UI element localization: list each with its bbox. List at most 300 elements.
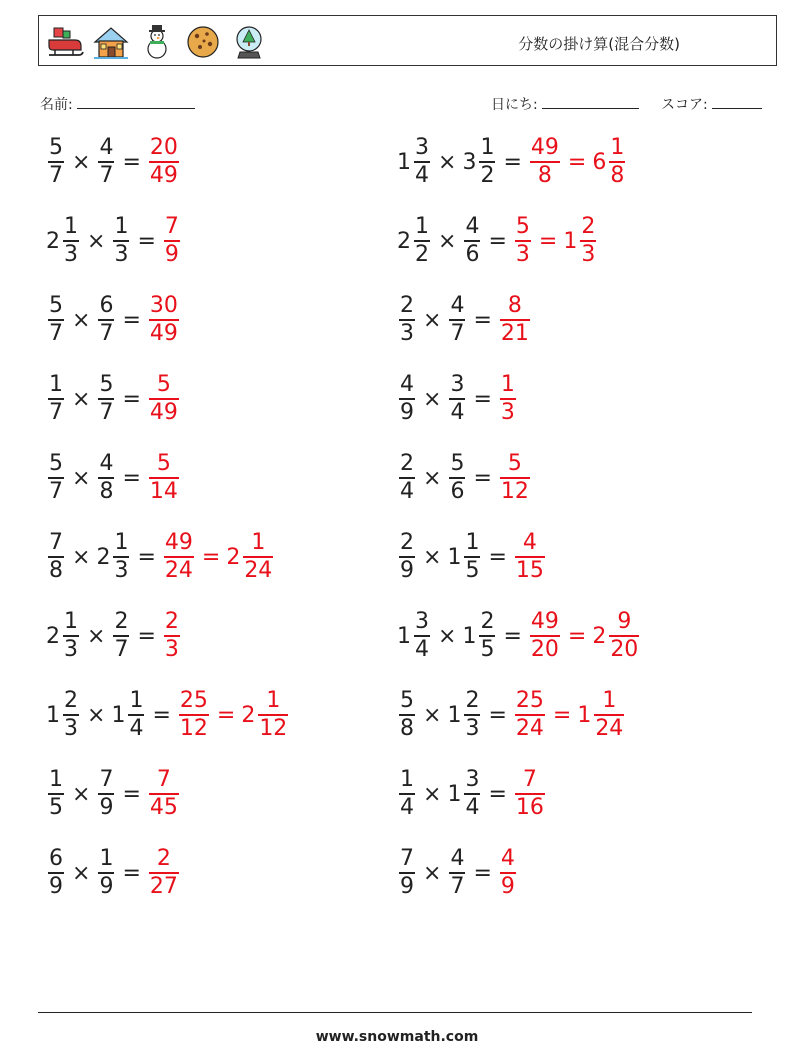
numerator: 1 <box>49 372 63 397</box>
answer <box>528 609 641 663</box>
fraction <box>399 293 415 347</box>
equals-sign: = <box>473 465 492 491</box>
denominator: 8 <box>49 558 63 583</box>
fraction <box>149 767 179 821</box>
denominator: 4 <box>400 479 414 504</box>
problem-10 <box>397 448 532 508</box>
numerator: 49 <box>164 530 193 555</box>
numerator: 1 <box>114 530 129 555</box>
denominator: 5 <box>465 558 480 583</box>
answer <box>498 293 532 347</box>
denominator: 21 <box>500 321 529 346</box>
numerator: 5 <box>49 135 63 160</box>
fraction <box>98 372 114 426</box>
answer-fraction <box>162 609 182 663</box>
factor-a <box>397 372 417 426</box>
numerator: 1 <box>64 214 78 239</box>
numerator: 7 <box>49 530 63 555</box>
answer <box>147 135 181 189</box>
denominator: 3 <box>164 637 179 662</box>
numerator: 2 <box>64 688 78 713</box>
whole-part: 2 <box>46 623 60 649</box>
numerator: 1 <box>251 530 266 555</box>
numerator: 25 <box>179 688 208 713</box>
denominator: 9 <box>49 874 63 899</box>
answer <box>162 214 182 268</box>
problem-18 <box>397 764 547 824</box>
answer-fraction <box>513 767 547 821</box>
equals-sign: = <box>503 623 522 649</box>
times-sign: × <box>423 465 442 491</box>
problem-9 <box>46 448 181 508</box>
whole-part: 1 <box>397 623 411 649</box>
denominator: 8 <box>400 716 414 741</box>
answer-mixed-number <box>563 214 598 268</box>
footer-divider <box>38 1012 752 1013</box>
numerator: 5 <box>49 293 63 318</box>
denominator: 9 <box>99 795 114 820</box>
answer-mixed-number <box>592 135 627 189</box>
numerator: 1 <box>465 530 480 555</box>
fraction <box>243 530 273 584</box>
numerator: 1 <box>500 372 515 397</box>
date-label: 日にち: <box>491 97 538 113</box>
numerator: 2 <box>480 609 495 634</box>
score-blank[interactable] <box>712 94 762 109</box>
equals-sign: = <box>473 307 492 333</box>
fraction <box>464 530 480 584</box>
fraction <box>164 609 180 663</box>
answer-fraction <box>513 530 547 584</box>
factor-b <box>96 372 116 426</box>
fraction <box>530 609 560 663</box>
denominator: 6 <box>465 242 480 267</box>
whole-part: 1 <box>563 228 578 254</box>
denominator: 5 <box>49 795 63 820</box>
problem-3 <box>46 211 182 271</box>
whole-part: 2 <box>46 228 60 254</box>
cookie-icon <box>183 22 223 62</box>
denominator: 9 <box>400 400 414 425</box>
numerator: 1 <box>415 214 429 239</box>
denominator: 8 <box>610 163 625 188</box>
times-sign: × <box>87 228 106 254</box>
fraction <box>113 214 129 268</box>
fraction <box>48 767 64 821</box>
factor-b <box>447 767 482 821</box>
factor-b <box>462 135 497 189</box>
numerator: 5 <box>99 372 114 397</box>
equals-sign: = <box>488 228 507 254</box>
factor-a <box>397 451 417 505</box>
answer-fraction <box>498 451 532 505</box>
fraction <box>48 372 64 426</box>
fraction <box>449 293 465 347</box>
times-sign: × <box>423 386 442 412</box>
whole-part: 1 <box>447 544 462 570</box>
factor-b <box>111 609 131 663</box>
denominator: 7 <box>99 400 114 425</box>
equals-sign: = <box>488 702 507 728</box>
numerator: 2 <box>465 688 480 713</box>
problem-1 <box>46 132 181 192</box>
numerator: 2 <box>400 530 414 555</box>
snow-globe-icon <box>229 22 269 62</box>
factor-b <box>111 214 131 268</box>
denominator: 7 <box>450 321 465 346</box>
fraction <box>48 846 64 900</box>
whole-part: 6 <box>592 149 607 175</box>
answer <box>513 214 598 268</box>
answer-fraction <box>498 846 518 900</box>
numerator: 4 <box>450 293 465 318</box>
fraction <box>414 609 430 663</box>
whole-part: 2 <box>592 623 607 649</box>
denominator: 15 <box>515 558 544 583</box>
answer <box>498 451 532 505</box>
fraction <box>149 135 179 189</box>
problem-7 <box>46 369 181 429</box>
numerator: 5 <box>450 451 465 476</box>
numerator: 5 <box>156 372 171 397</box>
denominator: 4 <box>415 163 429 188</box>
answer <box>147 767 181 821</box>
denominator: 14 <box>149 479 178 504</box>
denominator: 7 <box>99 321 114 346</box>
factor-a <box>46 293 66 347</box>
answer-fraction <box>498 372 518 426</box>
whole-part: 1 <box>577 702 592 728</box>
answer-mixed-number <box>226 530 275 584</box>
fraction <box>449 451 465 505</box>
numerator: 2 <box>400 293 414 318</box>
numerator: 4 <box>522 530 537 555</box>
numerator: 4 <box>450 846 465 871</box>
factor-b <box>447 530 482 584</box>
problem-4 <box>397 211 598 271</box>
numerator: 49 <box>530 135 559 160</box>
times-sign: × <box>72 307 91 333</box>
times-sign: × <box>438 149 457 175</box>
denominator: 3 <box>581 242 596 267</box>
equals-sign: = <box>503 149 522 175</box>
equals-sign: = <box>122 307 141 333</box>
equals-sign: = <box>488 781 507 807</box>
problem-5 <box>46 290 181 350</box>
times-sign: × <box>87 702 106 728</box>
whole-part: 3 <box>462 149 477 175</box>
numerator: 3 <box>450 372 465 397</box>
denominator: 4 <box>450 400 465 425</box>
numerator: 5 <box>507 451 522 476</box>
problem-11 <box>46 527 275 587</box>
factor-a <box>397 135 432 189</box>
fraction <box>149 846 179 900</box>
fraction <box>530 135 560 189</box>
house-icon <box>91 22 131 62</box>
answer-fraction <box>147 293 181 347</box>
numerator: 7 <box>522 767 537 792</box>
equals-sign: = <box>488 544 507 570</box>
times-sign: × <box>72 149 91 175</box>
denominator: 12 <box>500 479 529 504</box>
denominator: 9 <box>400 558 414 583</box>
numerator: 7 <box>400 846 414 871</box>
numerator: 3 <box>415 609 429 634</box>
numerator: 4 <box>99 135 114 160</box>
fraction <box>580 214 596 268</box>
fraction <box>515 767 545 821</box>
answer <box>513 767 547 821</box>
fraction <box>98 451 114 505</box>
denominator: 45 <box>149 795 178 820</box>
answer-fraction <box>177 688 211 742</box>
snowman-icon <box>137 22 177 62</box>
times-sign: × <box>423 307 442 333</box>
equals-sign: = <box>122 781 141 807</box>
problem-16 <box>397 685 626 745</box>
fraction <box>63 214 79 268</box>
denominator: 7 <box>99 163 114 188</box>
factor-a <box>397 767 417 821</box>
fraction <box>128 688 144 742</box>
answer-fraction <box>147 846 181 900</box>
denominator: 12 <box>179 716 208 741</box>
fraction <box>414 135 430 189</box>
denominator: 2 <box>415 242 429 267</box>
denominator: 7 <box>450 874 465 899</box>
equals-sign: = <box>137 623 156 649</box>
numerator: 4 <box>99 451 114 476</box>
factor-a <box>397 688 417 742</box>
answer-equals-sign: = <box>216 702 236 728</box>
times-sign: × <box>423 860 442 886</box>
factor-b <box>96 530 131 584</box>
numerator: 1 <box>114 214 129 239</box>
factor-b <box>462 609 497 663</box>
numerator: 7 <box>156 767 171 792</box>
denominator: 24 <box>164 558 193 583</box>
fraction <box>399 372 415 426</box>
times-sign: × <box>72 465 91 491</box>
factor-a <box>46 846 66 900</box>
times-sign: × <box>72 386 91 412</box>
problem-13 <box>46 606 182 666</box>
fraction <box>609 135 625 189</box>
whole-part: 1 <box>397 149 411 175</box>
fraction <box>399 688 415 742</box>
answer-mixed-number <box>592 609 641 663</box>
answer-fraction <box>513 688 547 742</box>
numerator: 5 <box>515 214 530 239</box>
equals-sign: = <box>137 544 156 570</box>
fraction <box>164 530 194 584</box>
problem-14 <box>397 606 641 666</box>
denominator: 9 <box>99 874 114 899</box>
answer <box>147 372 181 426</box>
answer <box>498 372 518 426</box>
numerator: 2 <box>156 846 171 871</box>
answer <box>498 846 518 900</box>
answer-fraction <box>147 372 181 426</box>
denominator: 3 <box>465 716 480 741</box>
whole-part: 2 <box>96 544 111 570</box>
numerator: 49 <box>530 609 559 634</box>
denominator: 27 <box>149 874 178 899</box>
whole-part: 2 <box>397 228 411 254</box>
whole-part: 1 <box>462 623 477 649</box>
answer-fraction <box>528 135 562 189</box>
numerator: 1 <box>99 846 114 871</box>
factor-a <box>46 135 66 189</box>
numerator: 2 <box>114 609 129 634</box>
answer-mixed-number <box>577 688 626 742</box>
footer-site: www.snowmath.com <box>315 1029 479 1045</box>
date-blank[interactable] <box>542 94 639 109</box>
denominator: 4 <box>400 795 414 820</box>
numerator: 1 <box>64 609 78 634</box>
factor-a <box>46 451 66 505</box>
times-sign: × <box>438 228 457 254</box>
fraction <box>48 135 64 189</box>
whole-part: 1 <box>46 702 60 728</box>
answer <box>162 609 182 663</box>
equals-sign: = <box>473 860 492 886</box>
factor-b <box>447 846 467 900</box>
fraction <box>515 214 531 268</box>
fraction <box>399 846 415 900</box>
denominator: 49 <box>149 321 178 346</box>
denominator: 5 <box>480 637 495 662</box>
fraction <box>399 530 415 584</box>
numerator: 1 <box>480 135 495 160</box>
denominator: 3 <box>64 716 78 741</box>
answer-fraction <box>498 293 532 347</box>
numerator: 20 <box>149 135 178 160</box>
denominator: 3 <box>114 242 129 267</box>
numerator: 7 <box>164 214 179 239</box>
date-field <box>491 94 639 114</box>
factor-a <box>397 530 417 584</box>
score-field <box>661 94 762 114</box>
numerator: 6 <box>99 293 114 318</box>
fraction <box>515 530 545 584</box>
denominator: 7 <box>49 321 63 346</box>
factor-a <box>397 293 417 347</box>
equals-sign: = <box>122 149 141 175</box>
denominator: 3 <box>114 558 129 583</box>
numerator: 1 <box>602 688 617 713</box>
denominator: 9 <box>400 874 414 899</box>
whole-part: 1 <box>447 781 462 807</box>
times-sign: × <box>72 781 91 807</box>
fraction <box>179 688 209 742</box>
answer-fraction <box>147 767 181 821</box>
numerator: 1 <box>610 135 625 160</box>
denominator: 8 <box>99 479 114 504</box>
fraction <box>399 451 415 505</box>
answer <box>177 688 290 742</box>
score-label: スコア: <box>661 97 708 113</box>
equals-sign: = <box>152 702 171 728</box>
fraction <box>515 688 545 742</box>
numerator: 6 <box>49 846 63 871</box>
denominator: 20 <box>610 637 639 662</box>
fraction <box>113 530 129 584</box>
denominator: 24 <box>244 558 273 583</box>
numerator: 3 <box>465 767 480 792</box>
numerator: 25 <box>515 688 544 713</box>
denominator: 3 <box>400 321 414 346</box>
problem-8 <box>397 369 518 429</box>
equals-sign: = <box>122 386 141 412</box>
denominator: 6 <box>450 479 465 504</box>
answer-fraction <box>147 451 181 505</box>
header-icons <box>45 22 269 62</box>
name-label: 名前: <box>40 97 73 113</box>
numerator: 1 <box>49 767 63 792</box>
answer-equals-sign: = <box>201 544 221 570</box>
problem-15 <box>46 685 290 745</box>
fraction <box>48 530 64 584</box>
denominator: 7 <box>49 163 63 188</box>
numerator: 1 <box>400 767 414 792</box>
fraction <box>464 767 480 821</box>
name-blank[interactable] <box>77 94 195 109</box>
numerator: 3 <box>415 135 429 160</box>
problem-19 <box>46 843 181 903</box>
denominator: 7 <box>114 637 129 662</box>
fraction <box>98 293 114 347</box>
answer-fraction <box>162 214 182 268</box>
factor-b <box>462 214 482 268</box>
denominator: 20 <box>530 637 559 662</box>
factor-b <box>447 293 467 347</box>
denominator: 9 <box>500 874 515 899</box>
numerator: 1 <box>129 688 144 713</box>
answer <box>147 846 181 900</box>
factor-a <box>46 372 66 426</box>
numerator: 4 <box>400 372 414 397</box>
factor-a <box>46 688 81 742</box>
times-sign: × <box>423 544 442 570</box>
problem-6 <box>397 290 532 350</box>
fraction <box>63 609 79 663</box>
fraction <box>449 372 465 426</box>
factor-b <box>447 688 482 742</box>
problem-20 <box>397 843 518 903</box>
numerator: 8 <box>507 293 522 318</box>
denominator: 49 <box>149 163 178 188</box>
denominator: 7 <box>49 479 63 504</box>
equals-sign: = <box>122 860 141 886</box>
fraction <box>414 214 430 268</box>
denominator: 4 <box>129 716 144 741</box>
fraction <box>149 451 179 505</box>
factor-a <box>397 846 417 900</box>
denominator: 24 <box>515 716 544 741</box>
factor-a <box>46 530 66 584</box>
factor-b <box>96 767 116 821</box>
answer <box>147 293 181 347</box>
factor-a <box>46 767 66 821</box>
problem-17 <box>46 764 181 824</box>
denominator: 3 <box>64 242 78 267</box>
numerator: 2 <box>400 451 414 476</box>
factor-b <box>447 451 467 505</box>
fraction <box>609 609 639 663</box>
fraction <box>63 688 79 742</box>
